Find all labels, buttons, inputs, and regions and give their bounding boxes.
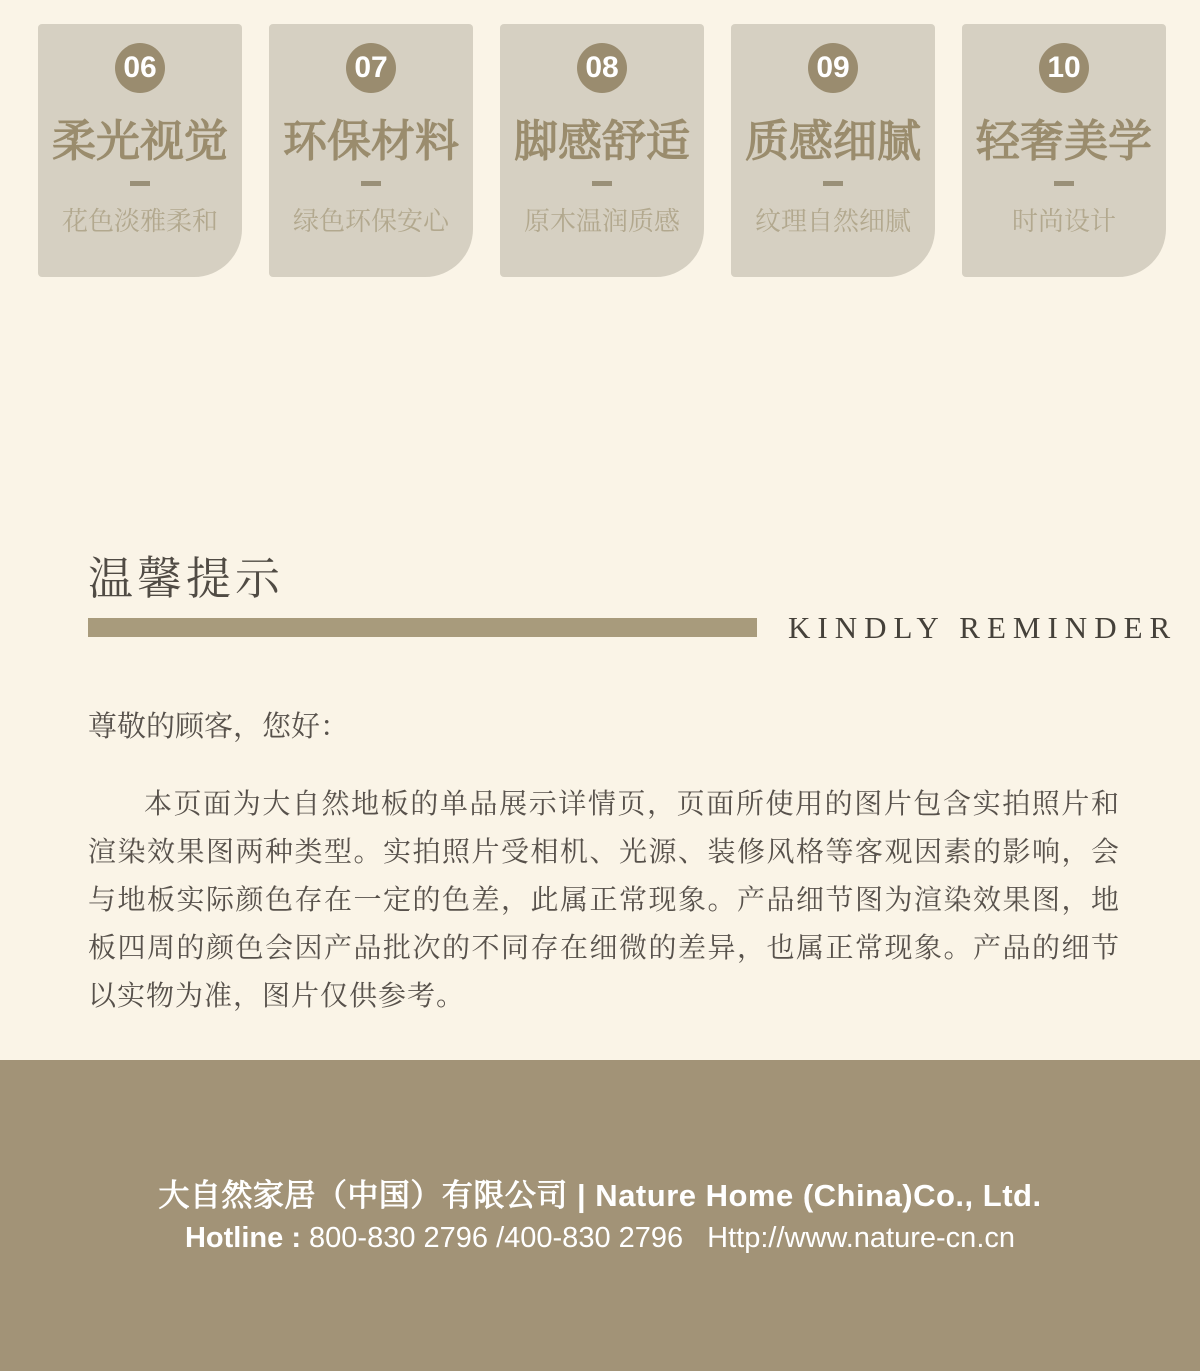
feature-subtitle: 花色淡雅柔和 bbox=[61, 206, 218, 236]
hotline-numbers: 800-830 2796 /400-830 2796 bbox=[309, 1222, 684, 1254]
divider-dash bbox=[823, 181, 843, 186]
feature-card-08 bbox=[500, 24, 704, 277]
feature-subtitle: 绿色环保安心 bbox=[292, 206, 449, 236]
divider-dash bbox=[1054, 181, 1074, 186]
feature-cards bbox=[38, 24, 1166, 277]
feature-card-07 bbox=[269, 24, 473, 277]
feature-card-06 bbox=[38, 24, 242, 277]
notice-paragraph: 本页面为大自然地板的单品展示详情页，页面所使用的图片包含实拍照片和渲染效果图两种类型。实拍照片受相机、光源、装修风格等客观因素的影响，会与地板实际颜色存在一定的色差，此属正常现象。产品细节图为渲染效果图，地板四周的颜色会因产品批次的不同存在细微的差异，也属正常现象。产品的细节以实物为准，图片仅供参考。 bbox=[88, 788, 1120, 1011]
feature-subtitle: 原木温润质感 bbox=[523, 206, 680, 236]
greeting-text: 尊敬的顾客，您好： bbox=[88, 711, 350, 743]
divider-dash bbox=[361, 181, 381, 186]
reminder-section-title: 温馨提示 bbox=[88, 553, 285, 604]
website-url: Http://www.nature-cn.cn bbox=[707, 1222, 1015, 1254]
company-name: 大自然家居（中国）有限公司 | Nature Home (China)Co., Ltd. bbox=[158, 1178, 1042, 1213]
divider-dash bbox=[130, 181, 150, 186]
feature-title: 质感细腻 bbox=[745, 117, 921, 166]
feature-title: 柔光视觉 bbox=[52, 117, 228, 166]
feature-card-09 bbox=[731, 24, 935, 277]
feature-number-badge: 07 bbox=[346, 43, 396, 93]
feature-number-badge: 06 bbox=[115, 43, 165, 93]
footer-contact-row bbox=[0, 1222, 1200, 1254]
feature-subtitle: 纹理自然细腻 bbox=[754, 206, 911, 236]
footer bbox=[0, 1060, 1200, 1371]
feature-title: 脚感舒适 bbox=[514, 117, 690, 166]
feature-number-badge: 08 bbox=[577, 43, 627, 93]
feature-card-10 bbox=[962, 24, 1166, 277]
feature-subtitle: 时尚设计 bbox=[1011, 206, 1116, 236]
feature-title: 环保材料 bbox=[283, 117, 459, 166]
reminder-section-title-english: KINDLY REMINDER bbox=[788, 610, 1178, 645]
feature-number-badge: 10 bbox=[1039, 43, 1089, 93]
feature-number-badge: 09 bbox=[808, 43, 858, 93]
hotline-label: Hotline : bbox=[184, 1222, 310, 1254]
feature-title: 轻奢美学 bbox=[976, 117, 1152, 166]
divider-dash bbox=[592, 181, 612, 186]
reminder-title-bar bbox=[88, 618, 757, 637]
